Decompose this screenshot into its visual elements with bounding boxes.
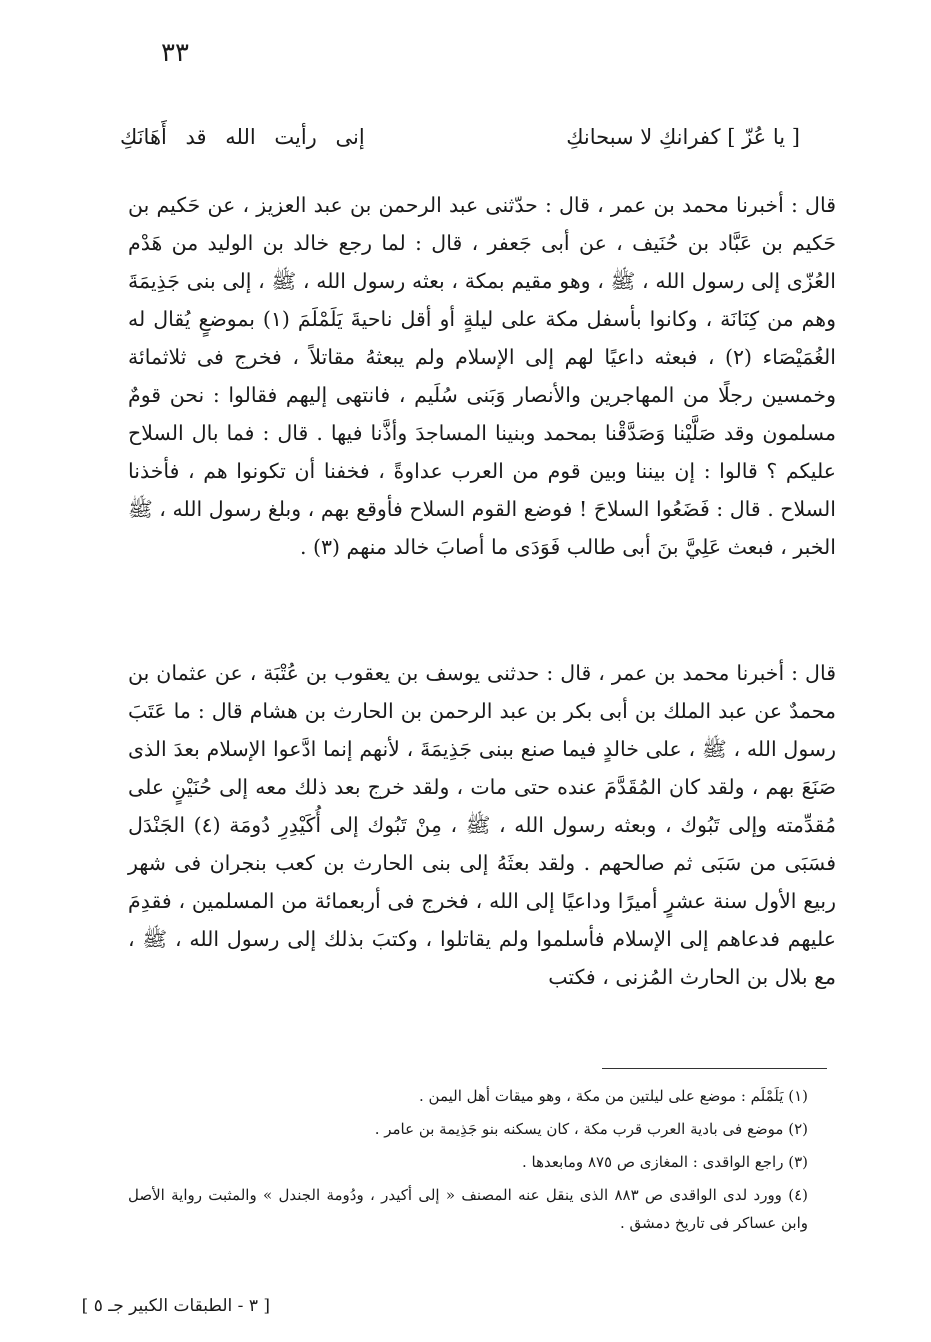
footnote-4: (٤) وورد لدى الواقدى ص ٨٨٣ الذى ينقل عنه المصنف « إلى أكيدر ، ودُومة الجندل » والمثبت رواية الأصل وابن عساكر فى تاريخ دمشق .: [128, 1186, 808, 1232]
page-number: ٣٣: [161, 38, 189, 68]
body-paragraph: قال : أخبرنا محمد بن عمر ، قال : حدثنى يوسف بن يعقوب بن عُتْبَة ، عن عثمان بن محمدٌ عن عبد الملك بن أبى بكر بن عبد الرحمن بن الحارث بن هشام قال : ما عَتَبَ رسول الله ، ﷺ ، على خالدٍ فيما صنع ببنى جَذِيمَةَ ، لأنهم إنما ادَّعوا الإسلام بعدَ الذى صَنَعَ بهم ، ولقد كان المُقَدَّمَ عنده حتى مات ، ولقد خرج بعد ذلك معه إلى حُنَيْنٍ على مُقدِّمته وإلى تَبُوك ، وبعثه رسول الله ، ﷺ ، مِنْ تَبُوك إلى أُكَيْدِرِ دُومَة (٤) الجَنْدَل فسَبَى من سَبَى ثم صالحهم . ولقد بعثَهُ إلى بنى الحارث بن كعب بنجران فى شهر ربيع الأول سنة عشرٍ أميرًا وداعيًا إلى الله ، فخرج فى أربعمائة من المسلمين ، فقدِمَ عليهم فدعاهم إلى الإسلام فأسلموا ولم يقاتلوا ، وكتبَ بذلك إلى رسول الله ، ﷺ ، مع بلال بن الحارث المُزنى ، فكتب: [128, 661, 836, 989]
footnotes: [128, 1082, 808, 1241]
footnote-divider: [602, 1068, 827, 1069]
verse-first-hemistich: [ يا عُزّ ] كفرانكِ لا سبحانكِ: [566, 125, 800, 149]
body-paragraph: قال : أخبرنا محمد بن عمر ، قال : حدّثنى عبد الرحمن بن عبد العزيز ، عن حَكيم بن حَكيم بن عَبَّاد بن حُنَيف ، عن أبى جَعفر ، قال : لما رجع خالد بن الوليد من هَدْم العُزّى إلى رسول الله ، ﷺ ، وهو مقيم بمكة ، بعثه رسول الله ، ﷺ ، إلى بنى جَذِيمَةَ وهم من كِنَانَة ، وكانوا بأسفل مكة على ليلةٍ أو أقل ناحيةَ يَلَمْلَمَ (١) بموضعٍ يُقال له الغُمَيْصَاء (٢) ، فبعثه داعيًا لهم إلى الإسلام ولم يبعثهُ مقاتلاً ، فخرج فى ثلاثمائة وخمسين رجلًا من المهاجرين والأنصار وَبَنى سُلَيم ، فانتهى إليهم فقالوا : نحن قومٌ مسلمون وقد صَلَّيْنا وَصَدَّقْنا بمحمد وبنينا المساجدَ وأذَّنا فيها . قال : فما بال السلاح عليكم ؟ قالوا : إن بيننا وبين قوم من العرب عداوةً ، فخفنا أن تكونوا هم ، فأخذنا السلاح . قال : فَضَعُوا السلاحَ ! فوضع القوم السلاح فأوقع بهم ، وبلغ رسول الله ، ﷺ الخبر ، فبعث عَلِيَّ بنَ أبى طالب فَوَدَى ما أصابَ خالد منهم (٣) .: [128, 193, 837, 559]
footnote-1: (١) يَلَمْلَم : موضع على ليلتين من مكة ، وهو ميقات أهل اليمن .: [419, 1087, 808, 1105]
verse-second-hemistich: إنى رأيت الله قد أَهَانَكِ: [120, 125, 365, 149]
printer-signature-mark: [ ٣ - الطبقات الكبير جـ ٥ ]: [81, 1296, 270, 1316]
footnote-3: (٣) راجع الواقدى : المغازى ص ٨٧٥ ومابعدها .: [522, 1153, 808, 1171]
footnote-2: (٢) موضع فى بادية العرب قرب مكة ، كان يسكنه بنو جَذِيمة بن عامر .: [374, 1120, 808, 1138]
poetry-verse: [120, 125, 800, 165]
